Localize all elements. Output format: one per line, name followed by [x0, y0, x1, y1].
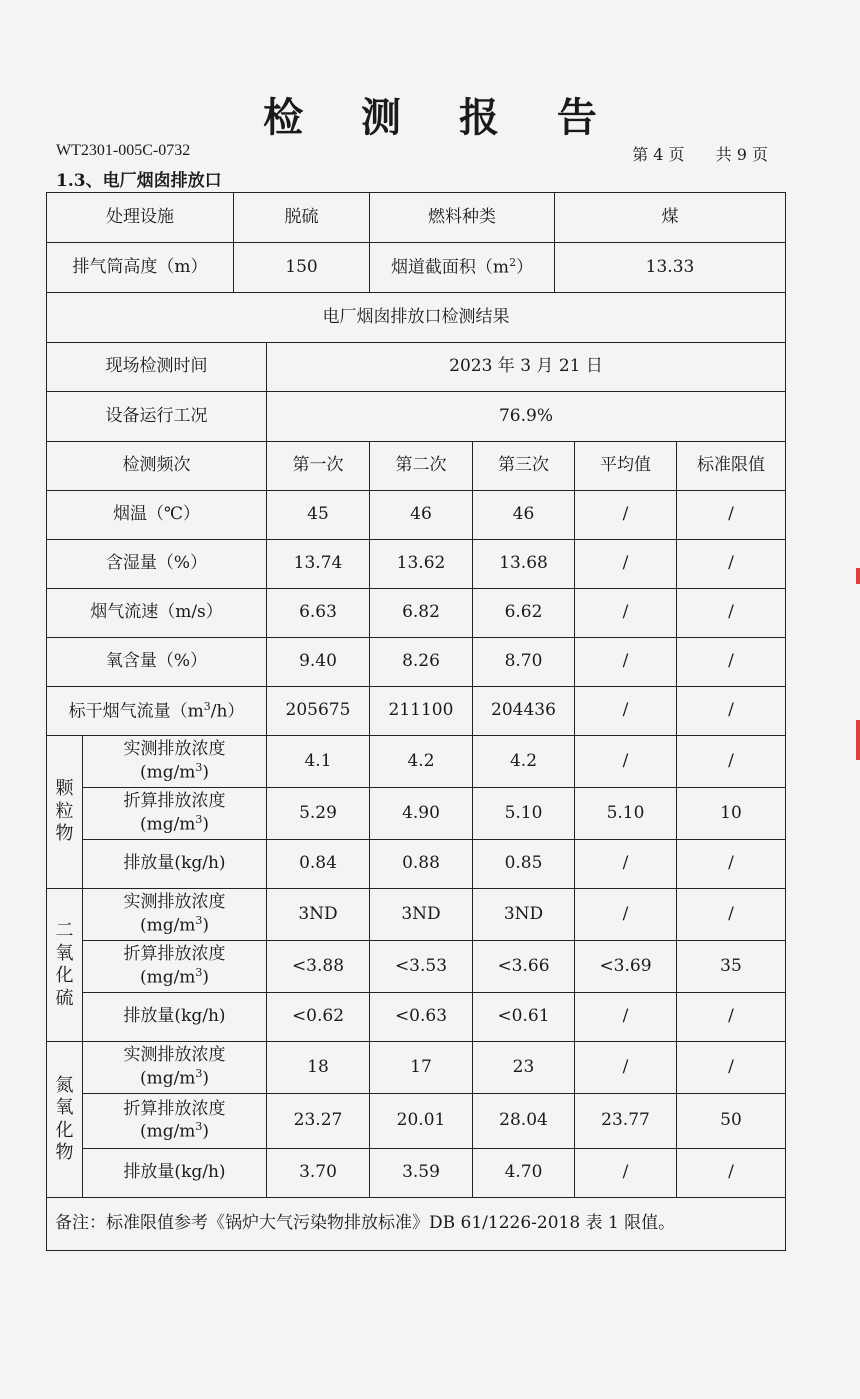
pollutant-name-nox: 氮 氧 化 物 — [47, 1042, 83, 1198]
value-cell: 6.63 — [267, 589, 370, 638]
results-title-row — [47, 293, 786, 343]
average-cell: / — [575, 736, 677, 788]
average-cell: 23.77 — [575, 1094, 677, 1149]
value-cell: 6.62 — [473, 589, 575, 638]
average-cell: / — [575, 589, 677, 638]
row-label: 实测排放浓度 $(mg/m^3)$ — [83, 889, 267, 941]
value-cell: 3ND — [473, 889, 575, 941]
operating-value: 76.9% — [267, 392, 786, 442]
average-cell: / — [575, 993, 677, 1042]
value-cell: <3.53 — [370, 941, 473, 993]
row-label: 实测排放浓度 $(mg/m^3)$ — [83, 736, 267, 788]
header-limit: 标准限值 — [677, 442, 786, 491]
remark: 备注：标准限值参考《锅炉大气污染物排放标准》DB 61/1226-2018 表 1 限值。 — [47, 1198, 786, 1251]
limit-cell: / — [677, 993, 786, 1042]
page-info — [606, 142, 768, 165]
value-cell: 8.70 — [473, 638, 575, 687]
average-cell: / — [575, 889, 677, 941]
row-label: 折算排放浓度 $(mg/m^3)$ — [83, 788, 267, 840]
value-cell: 9.40 — [267, 638, 370, 687]
document-number: WT2301-005C-0732 — [56, 142, 191, 159]
value-cell: 204436 — [473, 687, 575, 736]
value-cell: 23.27 — [267, 1094, 370, 1149]
table-row — [47, 941, 786, 993]
value-cell: 4.70 — [473, 1149, 575, 1198]
value-cell: 4.1 — [267, 736, 370, 788]
limit-cell: / — [677, 540, 786, 589]
value-cell: 17 — [370, 1042, 473, 1094]
value-cell: 0.85 — [473, 840, 575, 889]
limit-cell: / — [677, 889, 786, 941]
results-title: 电厂烟囱排放口检测结果 — [47, 293, 786, 343]
header-average: 平均值 — [575, 442, 677, 491]
value-cell: <0.62 — [267, 993, 370, 1042]
header-third: 第三次 — [473, 442, 575, 491]
row-label: 烟温（℃） — [47, 491, 267, 540]
info-label: 烟道截面积$(m^2)$ — [370, 243, 555, 293]
row-label: 烟气流速（m/s） — [47, 589, 267, 638]
value-cell: 205675 — [267, 687, 370, 736]
value-cell: 3.70 — [267, 1149, 370, 1198]
value-cell: 6.82 — [370, 589, 473, 638]
report-table — [46, 192, 786, 1251]
table-row — [47, 687, 786, 736]
pollutant-name-so2: 二 氧 化 硫 — [47, 889, 83, 1042]
info-row — [47, 193, 786, 243]
info-label: 燃料种类 — [370, 193, 555, 243]
limit-cell: 35 — [677, 941, 786, 993]
value-cell: <3.66 — [473, 941, 575, 993]
value-cell: 28.04 — [473, 1094, 575, 1149]
info-label: 排气筒高度（m） — [47, 243, 234, 293]
value-cell: 23 — [473, 1042, 575, 1094]
info-value: 150 — [234, 243, 370, 293]
edge-mark — [856, 568, 860, 584]
average-cell: <3.69 — [575, 941, 677, 993]
info-label: 处理设施 — [47, 193, 234, 243]
page-current: 第 4 页 — [632, 145, 685, 164]
value-cell: 13.62 — [370, 540, 473, 589]
row-label: 标干烟气流量$(m^3/h)$ — [47, 687, 267, 736]
table-row — [47, 589, 786, 638]
limit-cell: / — [677, 1149, 786, 1198]
average-cell: / — [575, 1042, 677, 1094]
value-cell: 5.10 — [473, 788, 575, 840]
value-cell: 3.59 — [370, 1149, 473, 1198]
average-cell: / — [575, 840, 677, 889]
table-row — [47, 1042, 786, 1094]
value-cell: 5.29 — [267, 788, 370, 840]
limit-cell: / — [677, 589, 786, 638]
value-cell: 8.26 — [370, 638, 473, 687]
value-cell: 0.88 — [370, 840, 473, 889]
row-label: 氧含量（%） — [47, 638, 267, 687]
table-row — [47, 540, 786, 589]
value-cell: 18 — [267, 1042, 370, 1094]
average-cell: 5.10 — [575, 788, 677, 840]
row-label: 折算排放浓度 $(mg/m^3)$ — [83, 1094, 267, 1149]
limit-cell: / — [677, 638, 786, 687]
table-row — [47, 638, 786, 687]
table-row — [47, 736, 786, 788]
header-second: 第二次 — [370, 442, 473, 491]
section-title: 1.3、电厂烟囱排放口 — [56, 171, 222, 191]
row-label: 含湿量（%） — [47, 540, 267, 589]
value-cell: 3ND — [267, 889, 370, 941]
row-label: 排放量(kg/h) — [83, 1149, 267, 1198]
info-row — [47, 243, 786, 293]
value-cell: 4.2 — [473, 736, 575, 788]
table-row — [47, 1149, 786, 1198]
row-label: 排放量(kg/h) — [83, 993, 267, 1042]
table-row — [47, 491, 786, 540]
value-cell: 46 — [473, 491, 575, 540]
operating-row — [47, 392, 786, 442]
remark-row — [47, 1198, 786, 1251]
table-row — [47, 889, 786, 941]
limit-cell: 10 — [677, 788, 786, 840]
value-cell: 20.01 — [370, 1094, 473, 1149]
operating-label: 设备运行工况 — [47, 392, 267, 442]
limit-cell: / — [677, 491, 786, 540]
info-value: 脱硫 — [234, 193, 370, 243]
limit-cell: / — [677, 687, 786, 736]
value-cell: 13.68 — [473, 540, 575, 589]
value-cell: 211100 — [370, 687, 473, 736]
page-title: 检 测 报 告 — [263, 94, 619, 141]
limit-cell: / — [677, 1042, 786, 1094]
value-cell: 45 — [267, 491, 370, 540]
header-row — [47, 442, 786, 491]
edge-mark — [856, 720, 860, 760]
row-label: 排放量(kg/h) — [83, 840, 267, 889]
limit-cell: 50 — [677, 1094, 786, 1149]
table-row — [47, 993, 786, 1042]
average-cell: / — [575, 687, 677, 736]
value-cell: 0.84 — [267, 840, 370, 889]
value-cell: 46 — [370, 491, 473, 540]
average-cell: / — [575, 638, 677, 687]
test-time-label: 现场检测时间 — [47, 343, 267, 392]
info-value: 13.33 — [555, 243, 786, 293]
value-cell: <3.88 — [267, 941, 370, 993]
info-value: 煤 — [555, 193, 786, 243]
header-first: 第一次 — [267, 442, 370, 491]
table-row — [47, 1094, 786, 1149]
table-row — [47, 788, 786, 840]
value-cell: <0.63 — [370, 993, 473, 1042]
average-cell: / — [575, 1149, 677, 1198]
page-total: 共 9 页 — [715, 145, 768, 164]
table-row — [47, 840, 786, 889]
value-cell: 4.2 — [370, 736, 473, 788]
limit-cell: / — [677, 840, 786, 889]
row-label: 实测排放浓度 $(mg/m^3)$ — [83, 1042, 267, 1094]
value-cell: <0.61 — [473, 993, 575, 1042]
average-cell: / — [575, 491, 677, 540]
pollutant-name-particulate: 颗 粒 物 — [47, 736, 83, 889]
value-cell: 3ND — [370, 889, 473, 941]
average-cell: / — [575, 540, 677, 589]
header-label: 检测频次 — [47, 442, 267, 491]
test-time-row — [47, 343, 786, 392]
value-cell: 13.74 — [267, 540, 370, 589]
test-time-value: 2023 年 3 月 21 日 — [267, 343, 786, 392]
limit-cell: / — [677, 736, 786, 788]
value-cell: 4.90 — [370, 788, 473, 840]
row-label: 折算排放浓度 $(mg/m^3)$ — [83, 941, 267, 993]
